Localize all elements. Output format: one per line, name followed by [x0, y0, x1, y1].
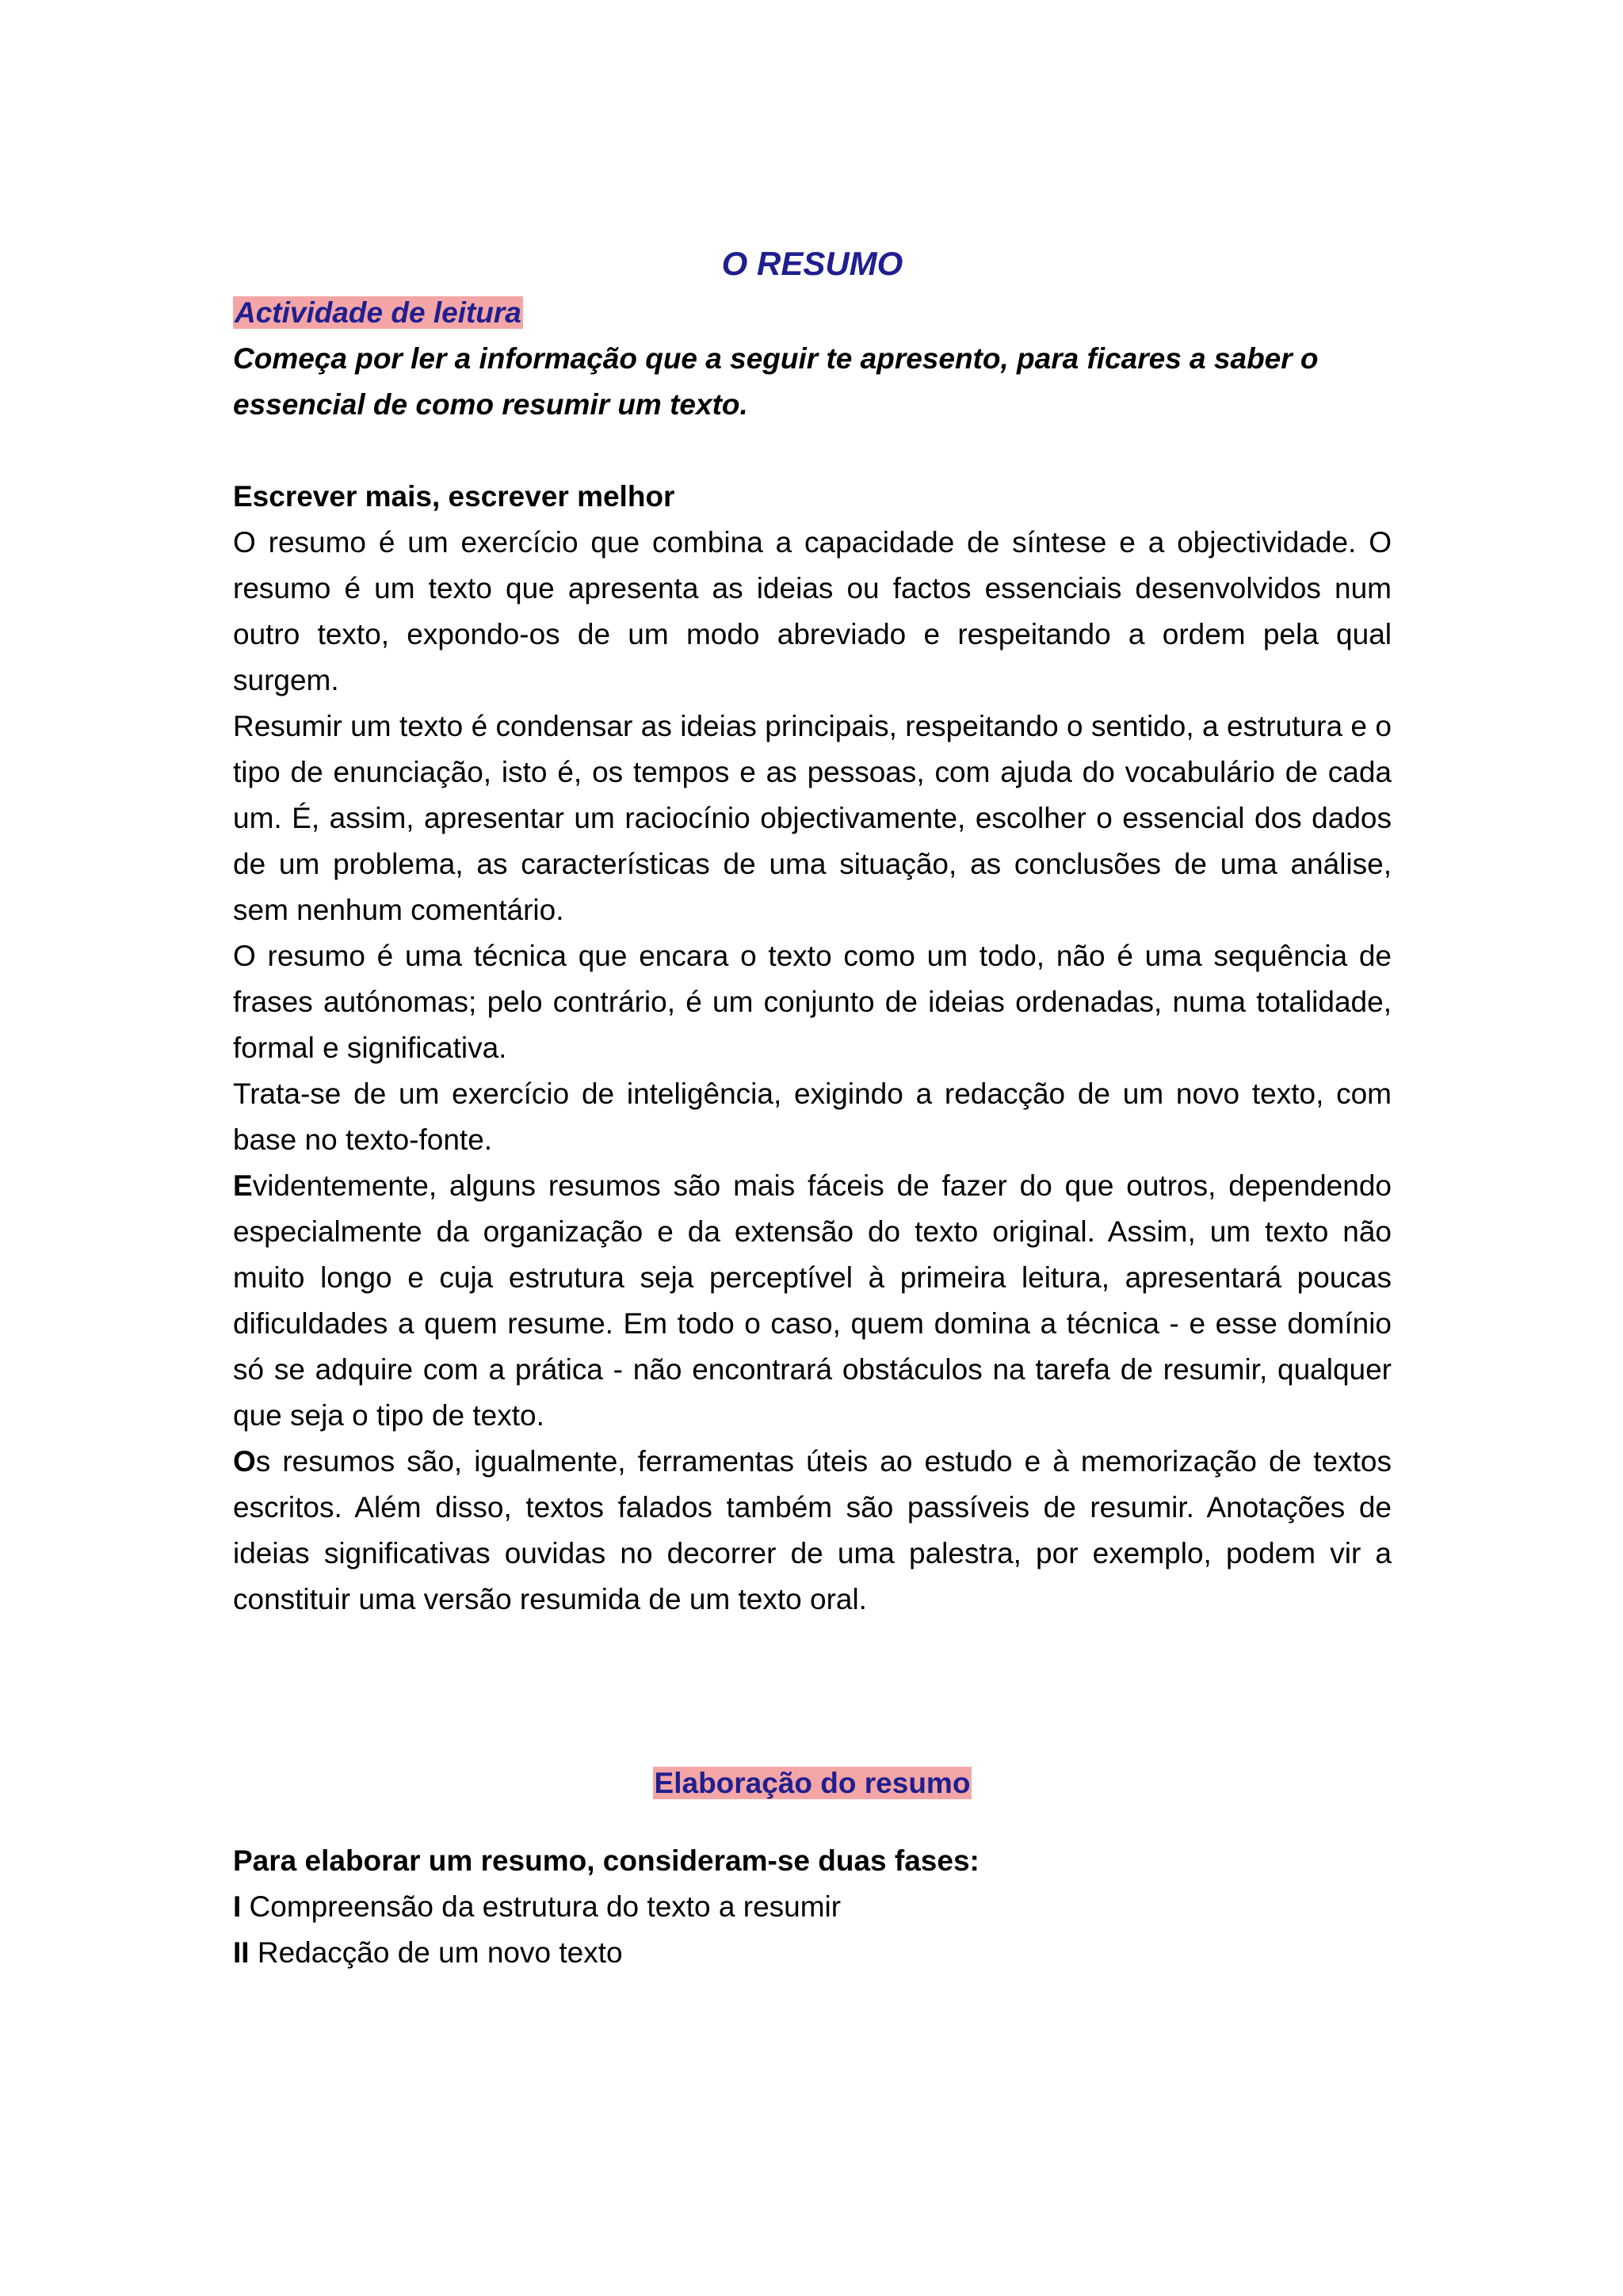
phase-item [233, 1930, 1392, 1976]
phase-numeral: I [233, 1890, 242, 1923]
phase-text: Redacção de um novo texto [249, 1936, 623, 1969]
paragraph-5-text: videntemente, alguns resumos são mais fáceis de fazer do que outros, dependendo especialmente da organização e da extensão do texto original. Assim, um texto não muito longo e cuja estrutura seja perceptível à primeira leitura, apresentará poucas dificuldades a quem resume. Em todo o caso, quem domina a técnica - e esse domínio só se adquire com a prática - não encontrará obstáculos na tarefa de resumir, qualquer que seja o tipo de texto. [233, 1169, 1392, 1432]
paragraph-5 [233, 1163, 1392, 1439]
phase-numeral: II [233, 1936, 250, 1969]
spacer [233, 1623, 1392, 1760]
activity-label-line [233, 290, 1392, 336]
activity-label: Actividade de leitura [235, 296, 521, 329]
section-heading-elaboracao-line [233, 1760, 1392, 1806]
section-heading-escrever: Escrever mais, escrever melhor [233, 480, 675, 513]
document-body [233, 238, 1392, 1976]
page-title: O RESUMO [721, 245, 903, 282]
phases-lead: Para elaborar um resumo, consideram-se duas fases: [233, 1844, 980, 1877]
paragraph-5-initial: E [233, 1169, 253, 1202]
title-line [233, 238, 1392, 290]
spacer [233, 1806, 1392, 1838]
paragraph-2: Resumir um texto é condensar as ideias principais, respeitando o sentido, a estrutura e o tipo de enunciação, isto é, os tempos e as pessoas, com ajuda do vocabulário de cada um. É, assim, apresentar um raciocínio objectivamente, escolher o essencial dos dados de um problema, as características de uma situação, as conclusões de uma análise, sem nenhum comentário. [233, 710, 1392, 926]
intro-text: Começa por ler a informação que a seguir te apresento, para ficares a saber o essencial de como resumir um texto. [233, 342, 1319, 421]
section-heading-elaboracao: Elaboração do resumo [654, 1767, 971, 1799]
paragraph-1: O resumo é um exercício que combina a capacidade de síntese e a objectividade. O resumo é um texto que apresenta as ideias ou factos essenciais desenvolvidos num outro texto, expondo-os de um modo abreviado e respeitando a ordem pela qual surgem. [233, 526, 1392, 696]
paragraph-6-text: s resumos são, igualmente, ferramentas úteis ao estudo e à memorização de textos escritos. Além disso, textos falados também são passíveis de resumir. Anotações de ideias significativas ouvidas no decorrer de uma palestra, por exemplo, podem vir a constituir uma versão resumida de um texto oral. [233, 1445, 1392, 1615]
paragraph-6-initial: O [233, 1445, 256, 1478]
spacer [233, 428, 1392, 474]
paragraph-3: O resumo é uma técnica que encara o texto como um todo, não é uma sequência de frases autónomas; pelo contrário, é um conjunto de ideias ordenadas, numa totalidade, formal e significativa. [233, 940, 1392, 1064]
phase-item [233, 1884, 1392, 1930]
phase-text: Compreensão da estrutura do texto a resumir [241, 1890, 842, 1923]
paragraph-6 [233, 1439, 1392, 1623]
paragraph-4: Trata-se de um exercício de inteligência, exigindo a redacção de um novo texto, com base no texto-fonte. [233, 1077, 1392, 1156]
